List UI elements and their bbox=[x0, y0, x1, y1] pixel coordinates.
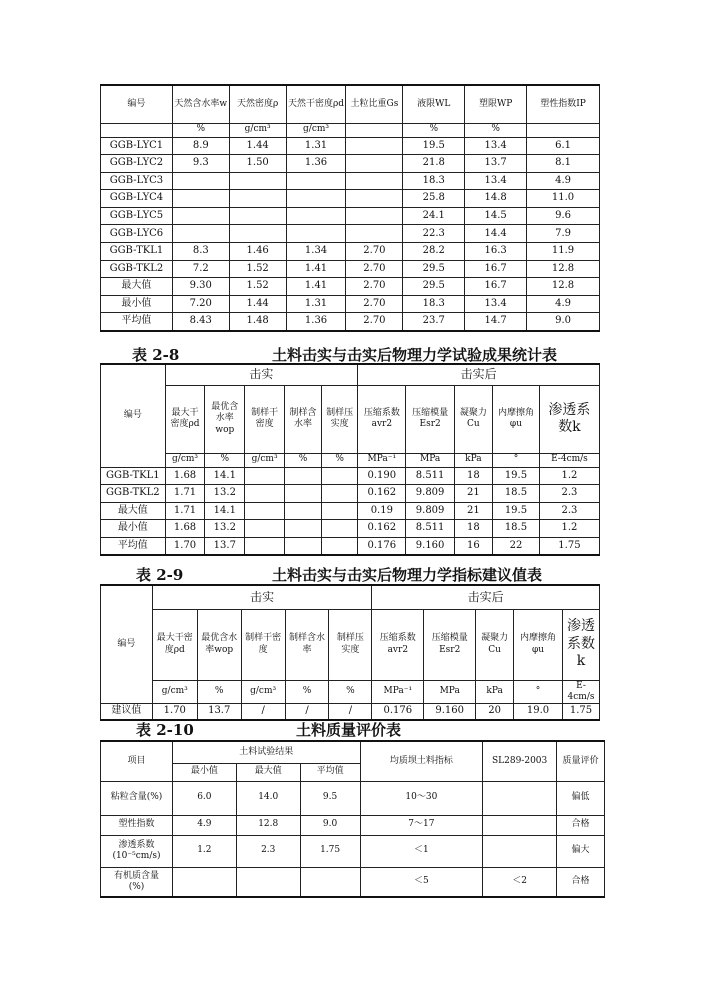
row-id-cell: 最大值 bbox=[101, 502, 166, 520]
t3-group-compaction: 击实 bbox=[152, 585, 372, 609]
t4-avg-cell bbox=[300, 867, 360, 897]
table-soil-properties bbox=[100, 84, 600, 332]
t4-item-cell: 渗透系数(10⁻⁵cm/s) bbox=[101, 835, 173, 867]
t2-header-cell: 凝聚力Cu bbox=[454, 385, 492, 453]
t4-dam-cell: 10～30 bbox=[360, 781, 483, 815]
t2-header-cell: 压缩模量Esr2 bbox=[406, 385, 454, 453]
t3-unit-cell: g/cm³ bbox=[152, 680, 197, 704]
table-compaction-stats bbox=[100, 363, 600, 556]
value-cell: 7.2 bbox=[172, 260, 229, 278]
value-cell: 13.7 bbox=[205, 537, 245, 555]
t2-unit-cell: E-4cm/s bbox=[539, 453, 599, 467]
value-cell: 18 bbox=[454, 520, 492, 538]
value-cell: 9.3 bbox=[172, 155, 229, 173]
value-cell bbox=[322, 520, 358, 538]
value-cell: 28.2 bbox=[403, 243, 465, 261]
t3-unit-cell: g/cm³ bbox=[241, 680, 285, 704]
t4-h-results: 土料试验结果 bbox=[172, 741, 360, 763]
t1-h-wp: 塑限WP bbox=[465, 85, 527, 123]
t4-h-min: 最小值 bbox=[172, 763, 236, 781]
value-cell: 23.7 bbox=[403, 313, 465, 331]
t1-unit bbox=[346, 123, 403, 137]
t2-unit-cell: kPa bbox=[454, 453, 492, 467]
t2-unit-cell: MPa bbox=[406, 453, 454, 467]
t4-min-cell: 6.0 bbox=[172, 781, 236, 815]
table-row bbox=[101, 295, 600, 313]
t1-unit: g/cm³ bbox=[286, 123, 346, 137]
value-cell bbox=[322, 485, 358, 503]
value-cell: 2.70 bbox=[346, 278, 403, 296]
value-cell: 1.41 bbox=[286, 278, 346, 296]
value-cell: 1.46 bbox=[229, 243, 286, 261]
t2-header-cell: 渗透系数k bbox=[539, 385, 599, 453]
value-cell: 1.68 bbox=[165, 520, 205, 538]
value-cell bbox=[322, 502, 358, 520]
t4-h-dam: 均质坝土料指标 bbox=[360, 741, 483, 781]
t3-header-cell: 内摩擦角φu bbox=[514, 609, 563, 680]
row-id-cell: GGB-LYC3 bbox=[101, 172, 173, 190]
t3-header-cell: 制样含水率 bbox=[285, 609, 329, 680]
t3-unit-cell: MPa bbox=[424, 680, 476, 704]
value-cell: 13.4 bbox=[465, 172, 527, 190]
t2-unit-cell: g/cm³ bbox=[245, 453, 285, 467]
value-cell bbox=[346, 172, 403, 190]
t3-title: 土料击实与击实后物理力学指标建议值表 bbox=[272, 566, 543, 584]
value-cell: 13.4 bbox=[465, 137, 527, 155]
table-row bbox=[101, 835, 605, 867]
value-cell: 29.5 bbox=[403, 278, 465, 296]
value-cell: 13.4 bbox=[465, 295, 527, 313]
t3-header-row bbox=[101, 609, 600, 680]
t2-header-cell: 制样压实度 bbox=[322, 385, 358, 453]
row-id-cell: GGB-LYC5 bbox=[101, 207, 173, 225]
value-cell: 14.1 bbox=[205, 467, 245, 485]
t2-title: 土料击实与击实后物理力学试验成果统计表 bbox=[272, 346, 558, 364]
value-cell bbox=[346, 225, 403, 243]
t4-max-cell: 2.3 bbox=[236, 835, 300, 867]
value-cell bbox=[245, 502, 285, 520]
value-cell: 13.7 bbox=[197, 704, 241, 720]
table-row bbox=[101, 313, 600, 331]
t4-h-eval: 质量评价 bbox=[557, 741, 605, 781]
value-cell: 9.160 bbox=[424, 704, 476, 720]
value-cell: 16.7 bbox=[465, 260, 527, 278]
t4-dam-cell: ＜5 bbox=[360, 867, 483, 897]
value-cell bbox=[245, 537, 285, 555]
value-cell: 6.1 bbox=[527, 137, 600, 155]
row-id-cell: 平均值 bbox=[101, 313, 173, 331]
t3-h-id: 编号 bbox=[101, 585, 153, 704]
value-cell: 1.71 bbox=[165, 485, 205, 503]
t3-data-row bbox=[101, 704, 600, 720]
t4-min-cell: 4.9 bbox=[172, 815, 236, 835]
value-cell: 13.7 bbox=[465, 155, 527, 173]
value-cell bbox=[346, 155, 403, 173]
t4-title: 土料质量评价表 bbox=[296, 721, 402, 739]
value-cell: 16 bbox=[454, 537, 492, 555]
table-row bbox=[101, 502, 600, 520]
value-cell bbox=[245, 520, 285, 538]
t4-eval-cell: 合格 bbox=[557, 867, 605, 897]
value-cell: 8.511 bbox=[406, 467, 454, 485]
t2-unit-cell: ° bbox=[493, 453, 540, 467]
t1-h-wl: 液限WL bbox=[403, 85, 465, 123]
value-cell: 1.44 bbox=[229, 137, 286, 155]
value-cell: 22.3 bbox=[403, 225, 465, 243]
t3-header-cell: 制样干密度 bbox=[241, 609, 285, 680]
t2-unit-cell: MPa⁻¹ bbox=[358, 453, 406, 467]
t1-unit: g/cm³ bbox=[229, 123, 286, 137]
t1-h-ip: 塑性指数IP bbox=[527, 85, 600, 123]
value-cell bbox=[346, 137, 403, 155]
t4-std-cell: ＜2 bbox=[483, 867, 557, 897]
t4-body bbox=[101, 781, 605, 897]
value-cell: 14.7 bbox=[465, 313, 527, 331]
value-cell: 19.0 bbox=[514, 704, 563, 720]
value-cell bbox=[322, 467, 358, 485]
value-cell: 9.160 bbox=[406, 537, 454, 555]
value-cell: 1.75 bbox=[562, 704, 599, 720]
t2-header-cell: 压缩系数avr2 bbox=[358, 385, 406, 453]
value-cell: 14.1 bbox=[205, 502, 245, 520]
table-row bbox=[101, 225, 600, 243]
value-cell: 0.190 bbox=[358, 467, 406, 485]
t3-header-cell: 凝聚力Cu bbox=[476, 609, 514, 680]
value-cell: 2.3 bbox=[539, 485, 599, 503]
t3-header-cell: 压缩模量Esr2 bbox=[424, 609, 476, 680]
value-cell: 4.9 bbox=[527, 295, 600, 313]
value-cell bbox=[322, 537, 358, 555]
t3-unit-cell: MPa⁻¹ bbox=[372, 680, 424, 704]
t4-avg-cell: 9.5 bbox=[300, 781, 360, 815]
row-id-cell: GGB-LYC1 bbox=[101, 137, 173, 155]
value-cell bbox=[286, 207, 346, 225]
row-id-cell: GGB-LYC2 bbox=[101, 155, 173, 173]
table-row bbox=[101, 867, 605, 897]
row-id-cell: 最大值 bbox=[101, 278, 173, 296]
t3-header-cell: 压缩系数avr2 bbox=[372, 609, 424, 680]
value-cell: 18.3 bbox=[403, 295, 465, 313]
value-cell: / bbox=[285, 704, 329, 720]
t3-header-cell: 最大干密度ρd bbox=[152, 609, 197, 680]
value-cell: 19.5 bbox=[403, 137, 465, 155]
table-quality-evaluation bbox=[100, 740, 605, 898]
value-cell bbox=[284, 485, 321, 503]
table-row bbox=[101, 278, 600, 296]
value-cell: 11.0 bbox=[527, 190, 600, 208]
t4-eval-cell: 合格 bbox=[557, 815, 605, 835]
value-cell: 0.162 bbox=[358, 485, 406, 503]
t4-dam-cell: ＜1 bbox=[360, 835, 483, 867]
t3-unit-cell: ° bbox=[514, 680, 563, 704]
value-cell: 25.8 bbox=[403, 190, 465, 208]
value-cell bbox=[346, 207, 403, 225]
t2-header-cell: 制样含水率 bbox=[284, 385, 321, 453]
t4-h-avg: 平均值 bbox=[300, 763, 360, 781]
t1-unit bbox=[527, 123, 600, 137]
value-cell: / bbox=[241, 704, 285, 720]
value-cell: 1.36 bbox=[286, 313, 346, 331]
value-cell: 1.50 bbox=[229, 155, 286, 173]
table-row bbox=[101, 520, 600, 538]
value-cell: 13.2 bbox=[205, 520, 245, 538]
table-row bbox=[101, 485, 600, 503]
t1-body bbox=[101, 137, 600, 331]
t4-max-cell: 14.0 bbox=[236, 781, 300, 815]
value-cell: / bbox=[329, 704, 372, 720]
t1-h-rhod: 天然干密度ρd bbox=[286, 85, 346, 123]
value-cell: 1.31 bbox=[286, 295, 346, 313]
value-cell: 2.3 bbox=[539, 502, 599, 520]
value-cell: 1.52 bbox=[229, 260, 286, 278]
value-cell: 1.41 bbox=[286, 260, 346, 278]
t2-header-cell: 内摩擦角φu bbox=[493, 385, 540, 453]
t3-unit-row bbox=[101, 680, 600, 704]
value-cell: 20 bbox=[476, 704, 514, 720]
value-cell: 11.9 bbox=[527, 243, 600, 261]
row-id-cell: GGB-TKL1 bbox=[101, 467, 166, 485]
value-cell: 1.70 bbox=[165, 537, 205, 555]
t4-item-cell: 粘粒含量(%) bbox=[101, 781, 173, 815]
t3-unit-cell: % bbox=[329, 680, 372, 704]
value-cell: 19.5 bbox=[493, 467, 540, 485]
value-cell: 18.5 bbox=[493, 520, 540, 538]
value-cell: 9.30 bbox=[172, 278, 229, 296]
t1-unit: % bbox=[403, 123, 465, 137]
t3-header-cell: 渗透系数k bbox=[562, 609, 599, 680]
t4-avg-cell: 9.0 bbox=[300, 815, 360, 835]
t4-max-cell: 12.8 bbox=[236, 815, 300, 835]
value-cell: 9.0 bbox=[527, 313, 600, 331]
value-cell: 0.19 bbox=[358, 502, 406, 520]
value-cell bbox=[229, 225, 286, 243]
t3-unit-cell: kPa bbox=[476, 680, 514, 704]
value-cell: 18 bbox=[454, 467, 492, 485]
t2-header-cell: 制样干密度 bbox=[245, 385, 285, 453]
value-cell: 9.809 bbox=[406, 502, 454, 520]
t2-unit-row bbox=[101, 453, 600, 467]
value-cell: 1.52 bbox=[229, 278, 286, 296]
value-cell: 14.4 bbox=[465, 225, 527, 243]
row-id-cell: 最小值 bbox=[101, 295, 173, 313]
t1-unit: % bbox=[172, 123, 229, 137]
value-cell bbox=[229, 190, 286, 208]
value-cell: 2.70 bbox=[346, 295, 403, 313]
value-cell: 21.8 bbox=[403, 155, 465, 173]
value-cell: 16.3 bbox=[465, 243, 527, 261]
value-cell: 0.176 bbox=[358, 537, 406, 555]
value-cell bbox=[172, 190, 229, 208]
t2-header-cell: 最优含水率wop bbox=[205, 385, 245, 453]
t4-eval-cell: 偏大 bbox=[557, 835, 605, 867]
value-cell bbox=[245, 467, 285, 485]
table-row bbox=[101, 781, 605, 815]
value-cell: 1.70 bbox=[152, 704, 197, 720]
table-row bbox=[101, 815, 605, 835]
t4-item-cell: 塑性指数 bbox=[101, 815, 173, 835]
value-cell bbox=[284, 502, 321, 520]
t4-h-item: 项目 bbox=[101, 741, 173, 781]
value-cell bbox=[284, 520, 321, 538]
row-id-cell: GGB-TKL1 bbox=[101, 243, 173, 261]
value-cell: 12.8 bbox=[527, 260, 600, 278]
table-row bbox=[101, 155, 600, 173]
value-cell: 8.1 bbox=[527, 155, 600, 173]
value-cell: 1.31 bbox=[286, 137, 346, 155]
row-id-cell: GGB-TKL2 bbox=[101, 485, 166, 503]
value-cell bbox=[245, 485, 285, 503]
t4-std-cell bbox=[483, 815, 557, 835]
t4-avg-cell: 1.75 bbox=[300, 835, 360, 867]
row-id-cell: 平均值 bbox=[101, 537, 166, 555]
table-row bbox=[101, 190, 600, 208]
value-cell: 9.6 bbox=[527, 207, 600, 225]
value-cell: 8.43 bbox=[172, 313, 229, 331]
t1-h-w: 天然含水率w bbox=[172, 85, 229, 123]
t2-unit-cell: % bbox=[284, 453, 321, 467]
value-cell bbox=[284, 467, 321, 485]
row-id-cell: 最小值 bbox=[101, 520, 166, 538]
t4-h-max: 最大值 bbox=[236, 763, 300, 781]
t3-label: 表 2-9 bbox=[136, 566, 184, 584]
value-cell: 1.36 bbox=[286, 155, 346, 173]
value-cell: 8.9 bbox=[172, 137, 229, 155]
table-row bbox=[101, 537, 600, 555]
value-cell: 2.70 bbox=[346, 313, 403, 331]
value-cell: 1.48 bbox=[229, 313, 286, 331]
t4-dam-cell: 7～17 bbox=[360, 815, 483, 835]
value-cell: 18.3 bbox=[403, 172, 465, 190]
t4-std-cell bbox=[483, 835, 557, 867]
value-cell: 12.8 bbox=[527, 278, 600, 296]
t1-unit bbox=[101, 123, 173, 137]
t2-header-row bbox=[101, 385, 600, 453]
value-cell: 1.2 bbox=[539, 520, 599, 538]
t2-h-id: 编号 bbox=[101, 364, 166, 467]
value-cell: 1.2 bbox=[539, 467, 599, 485]
value-cell bbox=[286, 225, 346, 243]
value-cell: 9.809 bbox=[406, 485, 454, 503]
value-cell bbox=[229, 172, 286, 190]
row-id-cell: GGB-LYC6 bbox=[101, 225, 173, 243]
value-cell: 1.75 bbox=[539, 537, 599, 555]
value-cell: 8.3 bbox=[172, 243, 229, 261]
table-row bbox=[101, 243, 600, 261]
value-cell: 1.71 bbox=[165, 502, 205, 520]
t1-h-id: 编号 bbox=[101, 85, 173, 123]
value-cell bbox=[346, 190, 403, 208]
value-cell: 4.9 bbox=[527, 172, 600, 190]
t2-unit-cell: g/cm³ bbox=[165, 453, 205, 467]
value-cell: 2.70 bbox=[346, 243, 403, 261]
t4-item-cell: 有机质含量(%) bbox=[101, 867, 173, 897]
value-cell bbox=[229, 207, 286, 225]
t2-body bbox=[101, 467, 600, 555]
value-cell bbox=[172, 172, 229, 190]
t3-unit-cell: % bbox=[285, 680, 329, 704]
value-cell: 14.5 bbox=[465, 207, 527, 225]
value-cell: 8.511 bbox=[406, 520, 454, 538]
value-cell: 22 bbox=[493, 537, 540, 555]
value-cell: 24.1 bbox=[403, 207, 465, 225]
t3-header-cell: 制样压实度 bbox=[329, 609, 372, 680]
t3-unit-cell: E-4cm/s bbox=[562, 680, 599, 704]
value-cell: 0.162 bbox=[358, 520, 406, 538]
t1-h-gs: 土粒比重Gs bbox=[346, 85, 403, 123]
table-row bbox=[101, 467, 600, 485]
table-row bbox=[101, 137, 600, 155]
t3-header-cell: 最优含水率wop bbox=[197, 609, 241, 680]
value-cell: 13.2 bbox=[205, 485, 245, 503]
t4-std-cell bbox=[483, 781, 557, 815]
table-row bbox=[101, 260, 600, 278]
table-row bbox=[101, 172, 600, 190]
t4-min-cell bbox=[172, 867, 236, 897]
t2-header-cell: 最大干密度ρd bbox=[165, 385, 205, 453]
value-cell: 21 bbox=[454, 485, 492, 503]
value-cell: 1.44 bbox=[229, 295, 286, 313]
value-cell: 16.7 bbox=[465, 278, 527, 296]
row-id-cell: GGB-LYC4 bbox=[101, 190, 173, 208]
value-cell bbox=[284, 537, 321, 555]
t4-eval-cell: 偏低 bbox=[557, 781, 605, 815]
value-cell bbox=[286, 190, 346, 208]
value-cell: 21 bbox=[454, 502, 492, 520]
value-cell: 7.20 bbox=[172, 295, 229, 313]
value-cell: 0.176 bbox=[372, 704, 424, 720]
value-cell bbox=[172, 225, 229, 243]
row-id-cell: GGB-TKL2 bbox=[101, 260, 173, 278]
t4-min-cell: 1.2 bbox=[172, 835, 236, 867]
t2-group-compaction: 击实 bbox=[165, 364, 358, 385]
t2-label: 表 2-8 bbox=[132, 346, 180, 364]
value-cell: 1.68 bbox=[165, 467, 205, 485]
t4-max-cell bbox=[236, 867, 300, 897]
value-cell: 29.5 bbox=[403, 260, 465, 278]
t3-unit-cell: % bbox=[197, 680, 241, 704]
t2-unit-cell: % bbox=[205, 453, 245, 467]
t1-h-rho: 天然密度ρ bbox=[229, 85, 286, 123]
value-cell: 19.5 bbox=[493, 502, 540, 520]
t4-label: 表 2-10 bbox=[136, 721, 194, 739]
table-recommended-values bbox=[100, 584, 600, 721]
value-cell: 1.34 bbox=[286, 243, 346, 261]
table-row bbox=[101, 207, 600, 225]
value-cell bbox=[172, 207, 229, 225]
t3-group-after: 击实后 bbox=[372, 585, 600, 609]
value-cell: 14.8 bbox=[465, 190, 527, 208]
value-cell: 18.5 bbox=[493, 485, 540, 503]
value-cell: 7.9 bbox=[527, 225, 600, 243]
value-cell bbox=[286, 172, 346, 190]
t2-group-after: 击实后 bbox=[358, 364, 600, 385]
t2-unit-cell: % bbox=[322, 453, 358, 467]
value-cell: 2.70 bbox=[346, 260, 403, 278]
row-id-cell: 建议值 bbox=[101, 704, 153, 720]
t4-h-std: SL289-2003 bbox=[483, 741, 557, 781]
t1-unit: % bbox=[465, 123, 527, 137]
